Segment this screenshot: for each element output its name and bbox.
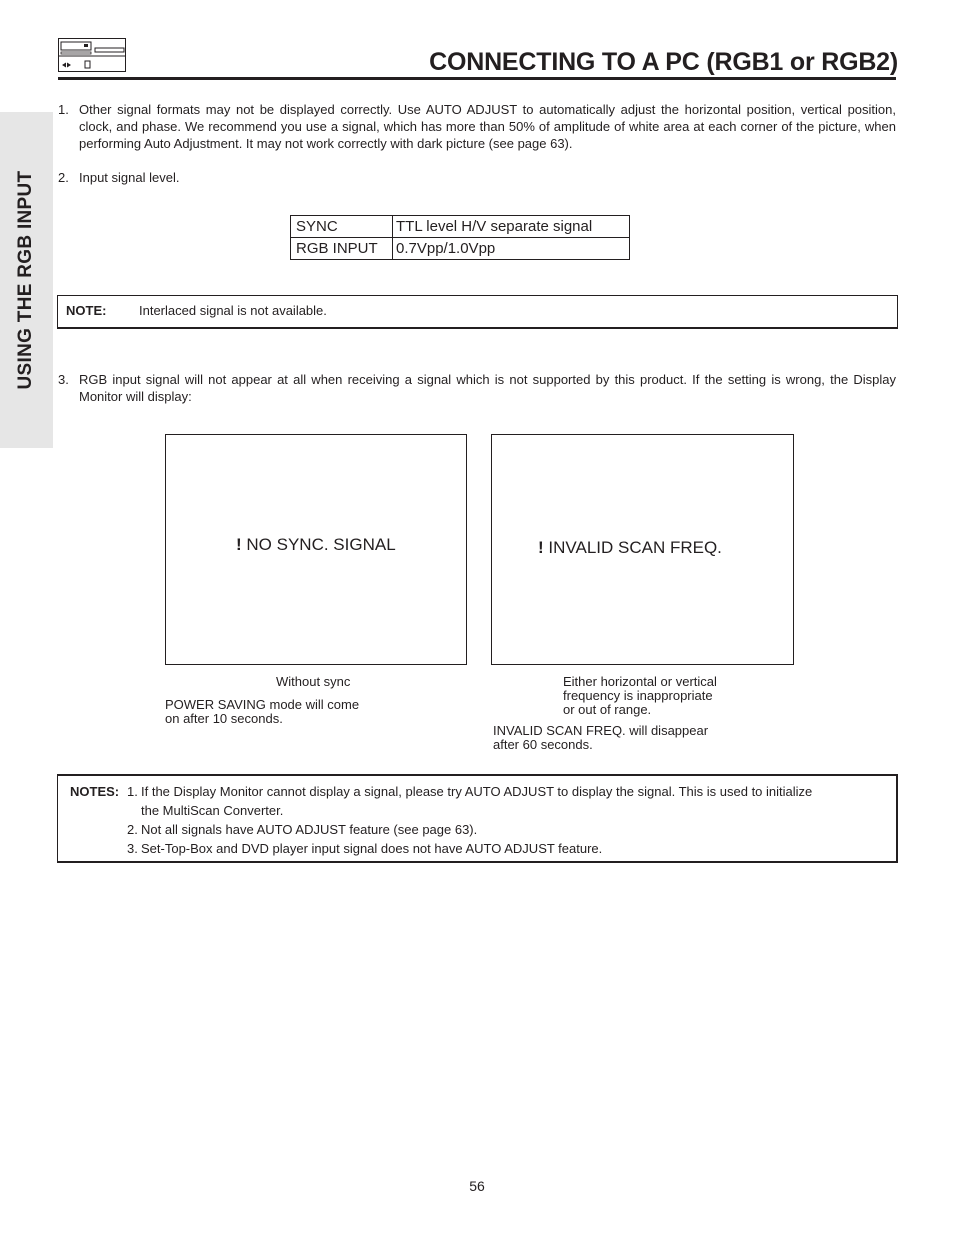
- signal-level-table: [290, 215, 630, 260]
- notes-item-2-number: 2.: [127, 822, 138, 837]
- note-label: NOTE:: [66, 303, 107, 318]
- item-3-text: RGB input signal will not appear at all when receiving a signal which is not supported by this product. If the setting is wrong, the Display Monitor will display:: [79, 372, 896, 404]
- invalid-scan-caption-line-2: after 60 seconds.: [493, 737, 593, 752]
- item-2-text: Input signal level.: [79, 170, 180, 185]
- no-sync-caption-line-2: on after 10 seconds.: [165, 711, 283, 726]
- no-sync-caption-line-1: POWER SAVING mode will come: [165, 697, 360, 712]
- item-1-number: 1.: [58, 102, 69, 117]
- notes-label: NOTES:: [70, 784, 120, 799]
- item-1-text: Other signal formats may not be displayed correctly. Use AUTO ADJUST to automatically adjust the horizontal position, vertical position, clock, and phase. We recommend you use a signal, which has more than 50% of amplitude of white area at each corner of the picture, when performing Auto Adjustment. It may not work correctly with dark picture (see page 63).: [79, 102, 896, 151]
- notes-item-1-number: 1.: [127, 784, 138, 799]
- side-tab-label: USING THE RGB INPUT: [15, 170, 36, 390]
- no-sync-text: NO SYNC. SIGNAL: [246, 535, 396, 554]
- invalid-scan-caption-title-2: frequency is inappropriate: [563, 688, 713, 703]
- note-text: Interlaced signal is not available.: [139, 303, 327, 318]
- header-rule: [58, 77, 896, 80]
- no-sync-caption-title: Without sync: [276, 674, 351, 689]
- table-cell: RGB INPUT: [291, 238, 393, 260]
- table-row: [291, 238, 630, 260]
- note-box: [57, 295, 898, 329]
- vcr-logo-icon: [58, 38, 126, 72]
- no-sync-screen: [165, 434, 467, 665]
- warning-icon: !: [538, 538, 544, 557]
- notes-box: [57, 774, 898, 863]
- table-cell: TTL level H/V separate signal: [393, 216, 630, 238]
- table-cell: SYNC: [291, 216, 393, 238]
- no-sync-message: [236, 535, 396, 555]
- notes-item-3-number: 3.: [127, 841, 138, 856]
- invalid-scan-screen: [491, 434, 794, 665]
- page-number: 56: [469, 1178, 485, 1194]
- invalid-scan-caption-title-1: Either horizontal or vertical: [563, 674, 717, 689]
- invalid-scan-message: [538, 538, 722, 558]
- invalid-scan-caption-line-1: INVALID SCAN FREQ. will disappear: [493, 723, 709, 738]
- notes-item-1-line-1: If the Display Monitor cannot display a signal, please try AUTO ADJUST to display the signal. This is used to initialize: [141, 784, 813, 799]
- table-cell: 0.7Vpp/1.0Vpp: [393, 238, 630, 260]
- item-3-number: 3.: [58, 372, 69, 387]
- section-side-tab: [0, 112, 53, 448]
- invalid-scan-caption-title-3: or out of range.: [563, 702, 652, 717]
- notes-item-2-line-1: Not all signals have AUTO ADJUST feature (see page 63).: [141, 822, 478, 837]
- page-title: CONNECTING TO A PC (RGB1 or RGB2): [429, 48, 898, 76]
- notes-item-1-line-2: the MultiScan Converter.: [141, 803, 284, 818]
- notes-item-3-line-1: Set-Top-Box and DVD player input signal does not have AUTO ADJUST feature.: [141, 841, 603, 856]
- table-row: [291, 216, 630, 238]
- warning-icon: !: [236, 535, 242, 554]
- invalid-scan-text: INVALID SCAN FREQ.: [548, 538, 722, 557]
- item-2-number: 2.: [58, 170, 69, 185]
